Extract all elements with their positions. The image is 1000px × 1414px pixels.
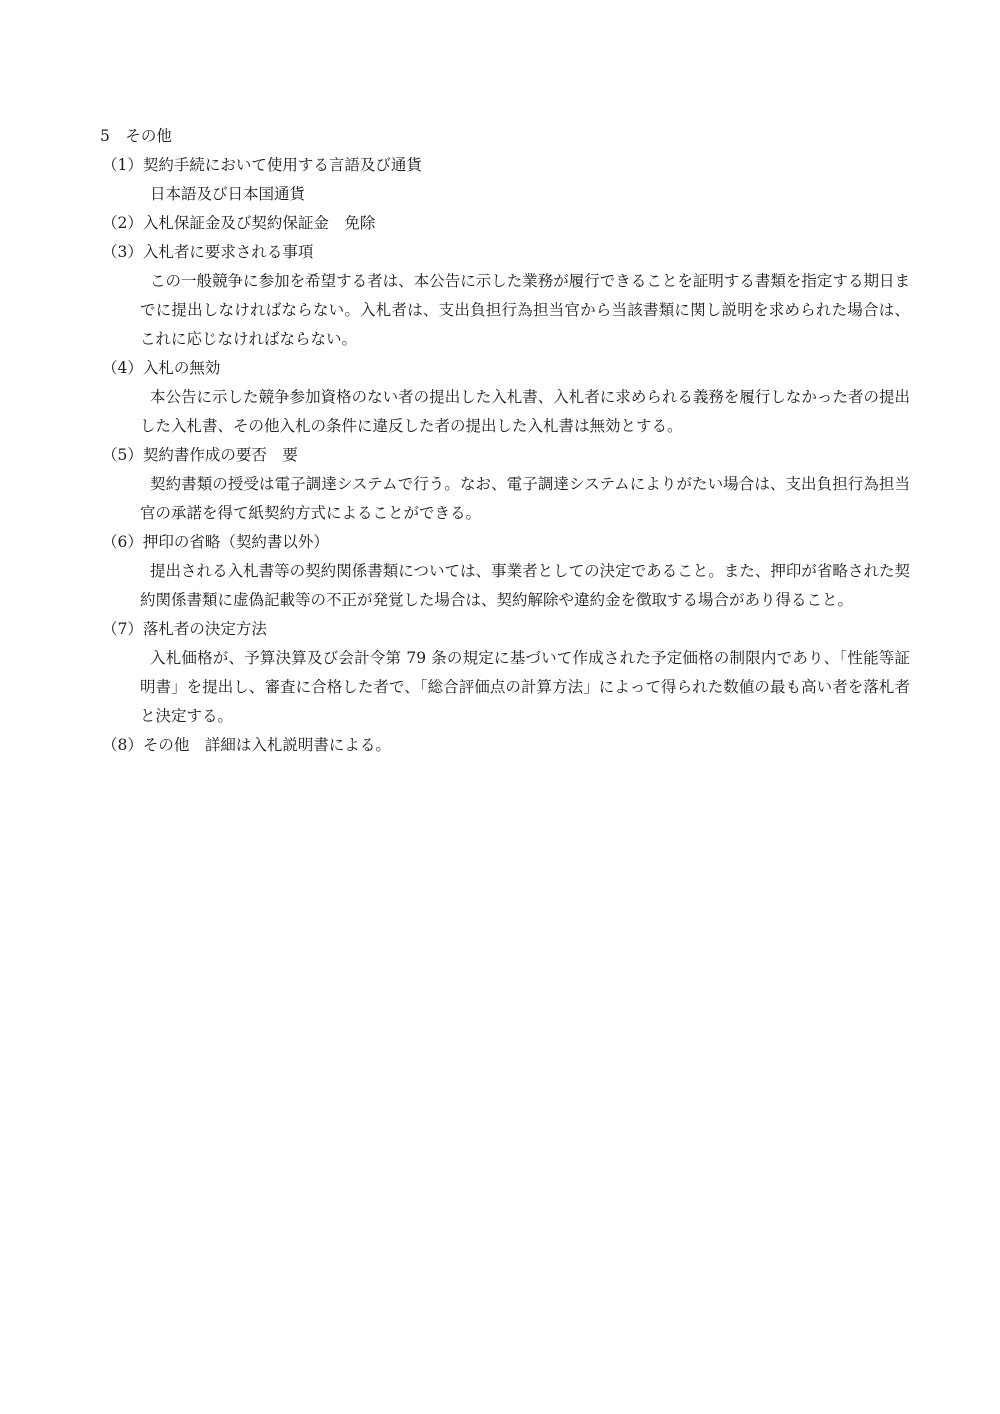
item-other	[100, 731, 910, 760]
item-heading: （4）入札の無効	[102, 359, 221, 377]
item-guarantee-deposit	[100, 209, 910, 238]
item-seal-omission	[100, 528, 910, 615]
item-heading: （7）落札者の決定方法	[102, 620, 267, 638]
item-heading: （3）入札者に要求される事項	[102, 243, 314, 261]
item-body: 提出される入札書等の契約関係書類については、事業者としての決定であること。また、押印が省略された契約関係書類に虚偽記載等の不正が発覚した場合は、契約解除や違約金を徴取する場合があり得ること。	[140, 562, 910, 609]
item-bidder-requirements	[100, 238, 910, 354]
item-body: 契約書類の授受は電子調達システムで行う。なお、電子調達システムによりがたい場合は、支出負担行為担当官の承諾を得て紙契約方式によることができる。	[140, 475, 910, 522]
item-heading: （1）契約手続において使用する言語及び通貨	[102, 156, 422, 174]
item-heading: （8）その他 詳細は入札説明書による。	[102, 736, 391, 754]
item-award-method	[100, 615, 910, 731]
item-body: 本公告に示した競争参加資格のない者の提出した入札書、入札者に求められる義務を履行しなかった者の提出した入札書、その他入札の条件に違反した者の提出した入札書は無効とする。	[140, 388, 910, 435]
item-language-currency	[100, 151, 910, 209]
item-body: 入札価格が、予算決算及び会計令第 79 条の規定に基づいて作成された予定価格の制限内であり、「性能等証明書」を提出し、審査に合格した者で、「総合評価点の計算方法」によって得られた数値の最も高い者を落札者と決定する。	[140, 649, 910, 725]
item-bid-invalidity	[100, 354, 910, 441]
item-heading: （6）押印の省略（契約書以外）	[102, 533, 329, 551]
section-heading: 5 その他	[100, 127, 172, 145]
item-contract-document	[100, 441, 910, 528]
document-content	[100, 122, 910, 760]
item-heading: （5）契約書作成の要否 要	[102, 446, 298, 464]
item-body: この一般競争に参加を希望する者は、本公告に示した業務が履行できることを証明する書類を指定する期日までに提出しなければならない。入札者は、支出負担行為担当官から当該書類に関し説明を求められた場合は、これに応じなければならない。	[140, 272, 910, 348]
item-heading: （2）入札保証金及び契約保証金 免除	[102, 214, 376, 232]
item-body: 日本語及び日本国通貨	[150, 185, 306, 203]
